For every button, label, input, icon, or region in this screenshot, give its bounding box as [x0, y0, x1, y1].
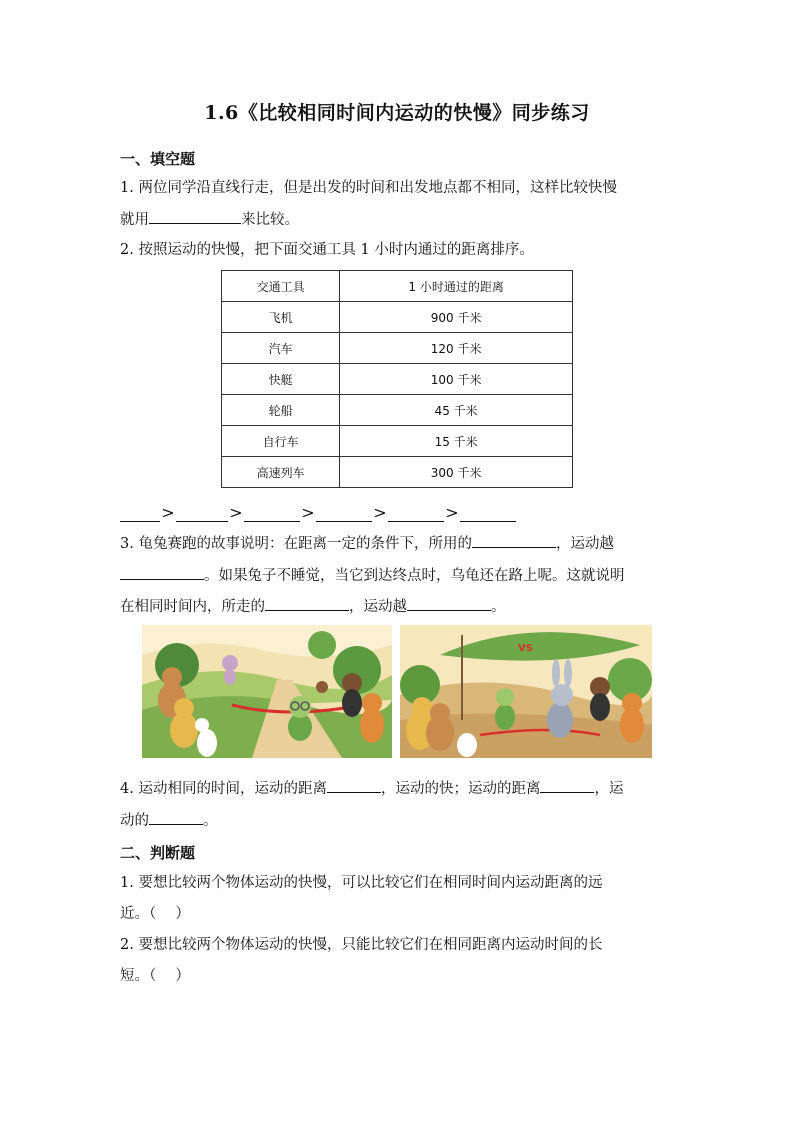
vehicle-cell: 飞机: [222, 302, 340, 333]
rabbit-race-scene: [400, 625, 652, 758]
q4-line1: [120, 778, 623, 799]
q4-answer-blank[interactable]: [149, 810, 203, 825]
table-row: [222, 426, 573, 457]
q4-line2: [120, 810, 218, 831]
vs-label: VS: [518, 643, 533, 654]
distance-cell: 45 千米: [340, 395, 573, 426]
j1-line1: 1. 要想比较两个物体运动的快慢，可以比较它们在相同时间内运动距离的远: [120, 875, 603, 891]
greater-than-sign: >: [161, 503, 175, 522]
q3-text: ，运动越: [349, 599, 407, 615]
greater-than-sign: >: [229, 503, 243, 522]
j2-line2[interactable]: 短。（ ）: [120, 968, 190, 984]
transport-table: [221, 270, 573, 488]
distance-cell: 100 千米: [340, 364, 573, 395]
order-blank[interactable]: [460, 505, 516, 522]
illustration-rabbit-wins: [400, 625, 652, 758]
order-blank[interactable]: [244, 505, 300, 522]
q4-text: 。: [203, 813, 218, 829]
q3-answer-blank[interactable]: [407, 596, 491, 611]
distance-cell: 15 千米: [340, 426, 573, 457]
table-row: [222, 395, 573, 426]
header-distance: 1 小时通过的距离: [340, 271, 573, 302]
page-title: 1.6《比较相同时间内运动的快慢》同步练习: [204, 102, 590, 124]
q3-answer-blank[interactable]: [265, 596, 349, 611]
greater-than-sign: >: [445, 503, 459, 522]
greater-than-sign: >: [301, 503, 315, 522]
q4-text: 4. 运动相同的时间，运动的距离: [120, 781, 327, 797]
q4-answer-blank[interactable]: [540, 778, 594, 793]
q3-answer-blank[interactable]: [472, 533, 556, 548]
order-blank[interactable]: [176, 505, 228, 522]
j1-line2[interactable]: 近。（ ）: [120, 906, 190, 922]
distance-cell: 300 千米: [340, 457, 573, 488]
vehicle-cell: 高速列车: [222, 457, 340, 488]
vehicle-cell: 汽车: [222, 333, 340, 364]
q1-answer-blank[interactable]: [149, 209, 241, 224]
q1-text-a: 就用: [120, 212, 149, 228]
q2-line: 2. 按照运动的快慢，把下面交通工具 1 小时内通过的距离排序。: [120, 242, 534, 258]
q1-text-b: 来比较。: [241, 212, 299, 228]
q1-line2: [120, 209, 299, 230]
q3-text: ，运动越: [555, 536, 614, 552]
table-row: [222, 457, 573, 488]
q3-text: 。: [491, 599, 506, 615]
q3-line1: [120, 533, 614, 554]
q3-text: 。如果兔子不睡觉，当它到达终点时，乌龟还在路上呢。这就说明: [204, 568, 625, 584]
q4-text: ，运动的快；运动的距离: [380, 781, 541, 797]
tortoise-race-scene: [142, 625, 392, 758]
table-header-row: [222, 271, 573, 302]
distance-cell: 900 千米: [340, 302, 573, 333]
vehicle-cell: 轮船: [222, 395, 340, 426]
table-row: [222, 333, 573, 364]
q4-text: ，运: [594, 781, 624, 797]
q3-answer-blank[interactable]: [120, 565, 204, 580]
q4-text: 动的: [120, 813, 149, 829]
order-blank[interactable]: [316, 505, 372, 522]
order-blank[interactable]: [388, 505, 444, 522]
table-row: [222, 302, 573, 333]
q4-answer-blank[interactable]: [327, 778, 381, 793]
section-true-false: 二、判断题: [120, 844, 196, 862]
section-fill-blank: 一、填空题: [120, 150, 196, 168]
j2-line1: 2. 要想比较两个物体运动的快慢，只能比较它们在相同距离内运动时间的长: [120, 937, 603, 953]
order-blank[interactable]: [120, 505, 160, 522]
q3-text: 在相同时间内，所走的: [120, 599, 265, 615]
q3-line2: [120, 565, 625, 586]
table-row: [222, 364, 573, 395]
greater-than-sign: >: [373, 503, 387, 522]
illustration-tortoise-wins: [142, 625, 392, 758]
distance-cell: 120 千米: [340, 333, 573, 364]
vehicle-cell: 快艇: [222, 364, 340, 395]
q3-line3: [120, 596, 506, 617]
q1-line1: 1. 两位同学沿直线行走，但是出发的时间和出发地点都不相同，这样比较快慢: [120, 180, 617, 196]
q3-text: 3. 龟兔赛跑的故事说明：在距离一定的条件下，所用的: [120, 536, 472, 552]
ordering-answer-row: [120, 503, 516, 522]
vehicle-cell: 自行车: [222, 426, 340, 457]
header-vehicle: 交通工具: [222, 271, 340, 302]
